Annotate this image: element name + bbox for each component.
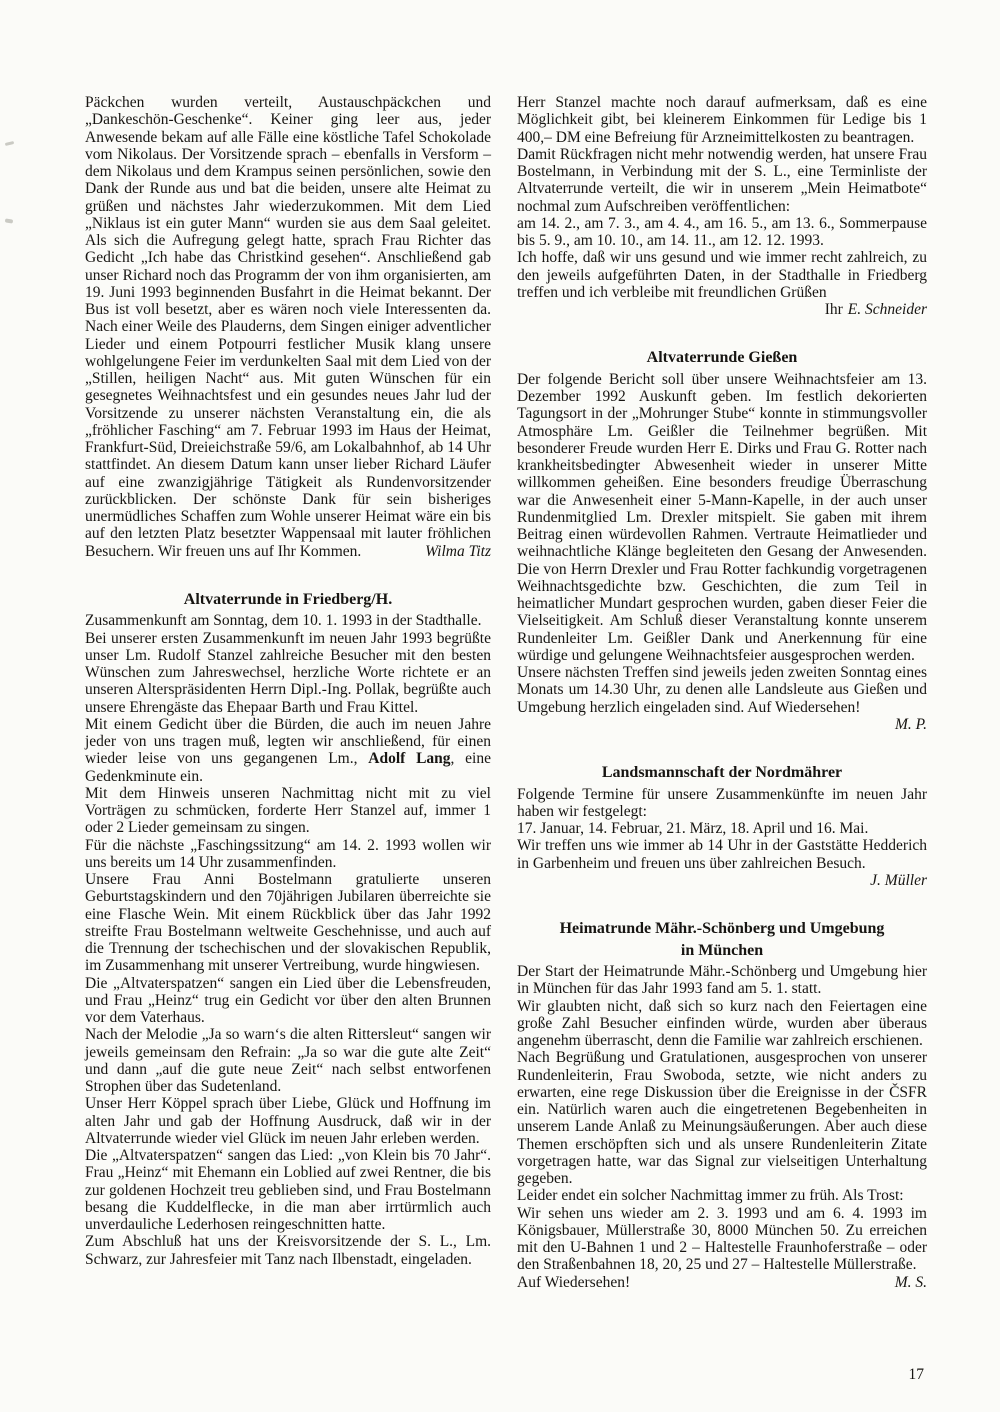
paragraph-text: Mit einem Gedicht über die Bürden, die auch im neuen Jahre jeder von uns tragen muß, legten wir anschließend, für einen wieder leise von uns gegangenen Lm., bbox=[85, 715, 491, 768]
page-number: 17 bbox=[908, 1366, 924, 1383]
friedberg-paragraph: Die „Altvaterspatzen“ sangen ein Lied über die Lebensfreuden, und Frau „Heinz“ trug ein Gedicht vor über den alten Brunnen vor dem Vaterhaus. bbox=[85, 974, 491, 1026]
two-column-layout bbox=[85, 94, 926, 1291]
friedberg-paragraph: Zum Abschluß hat uns der Kreisvorsitzende der S. L., Lm. Schwarz, zur Jahresfeier mit Tanz nach Ilbenstadt, eingeladen. bbox=[85, 1233, 491, 1268]
closing-text: Auf Wiedersehen! bbox=[517, 1273, 631, 1291]
friedberg-cont-paragraph: Damit Rückfragen nicht mehr notwendig werden, hat unsere Frau Bostelmann, in Verbindung mit der S. L., eine Terminliste der Altvaterrunde verteilt, die wir in unserem „Mein Heimatbote“ nochmal zum Aufschreiben veröffentlichen: bbox=[517, 145, 927, 215]
author-signature: J. Müller bbox=[870, 871, 927, 889]
muenchen-paragraph: Wir glaubten nicht, daß sich so kurz nach den Feiertagen eine große Zahl Besucher einfinden würde, wurden aber überaus angenehm überrascht, denn die Familie war zahlreich erschienen. bbox=[517, 997, 927, 1049]
muenchen-paragraph: Leider endet ein solcher Nachmittag immer zu früh. Als Trost: bbox=[517, 1187, 904, 1205]
friedberg-paragraph: Für die nächste „Faschingssitzung“ am 14. 2. 1993 wollen wir uns bereits um 14 Uhr zusammenfinden. bbox=[85, 836, 491, 871]
friedberg-paragraph: Zusammenkunft am Sonntag, dem 10. 1. 1993 in der Stadthalle. bbox=[85, 612, 482, 630]
nordmaehrer-paragraph: Folgende Termine für unsere Zusammenkünfte im neuen Jahr haben wir festgelegt: bbox=[517, 785, 927, 820]
nordmaehrer-paragraph: Wir treffen uns wie immer ab 14 Uhr in der Gaststätte Hedderich in Garbenheim und freuen uns über zahlreichen Besuch. bbox=[517, 837, 927, 872]
muenchen-paragraph: Der Start der Heimatrunde Mähr.-Schönberg und Umgebung hier in München für das Jahr 1993 fand am 5. 1. statt. bbox=[517, 963, 927, 998]
closing-line bbox=[517, 1274, 927, 1291]
author-signature: M. S. bbox=[894, 1273, 927, 1291]
friedberg-dates-paragraph: am 14. 2., am 7. 3., am 4. 4., am 16. 5., am 13. 6., Sommerpause bis 5. 9., am 10. 10., am 14. 11., am 12. 12. 1993. bbox=[517, 214, 927, 249]
paragraph-text: Päckchen wurden verteilt, Austauschpäckchen und „Dankeschön-Geschenke“. Keiner ging leer aus, jeder Anwesende bekam auf alle Fälle eine köstliche Tafel Schokolade vom Nikolaus. Der Vorsitzende sprach – ebenfalls in Versform – dem Nikolaus und dem Krampus seinen persönlichen, sowie den Dank der Runde aus und bat die beiden, unsere alte Heimat zu grüßen und nächstes Jahr wiederzukommen. Mit dem Lied „Niklaus ist ein guter Mann“ wurden sie aus dem Saal geleitet. Als sich die Aufregung gelegt hatte, sprach Frau Richter das Gedicht „Ich habe das Christkind gesehen“. Anschließend gab unser Richard noch das Programm der von ihm organisierten, am 19. Juni 1993 beginnenden Busfahrt in die Heimat bekannt. Der Bus ist voll besetzt, aber es wären noch viele Interessenten da. Nach einer Weile des Plauderns, dem Singen einiger adventlicher Lieder und einem Potpourri festlicher Musik klang unsere wohlgelungene Feier im verdunkelten Saal mit dem Lied von der „Stillen, heiligen Nacht“ aus. Mit guten Wünschen für ein gesegnetes Weihnachtsfest und ein gesundes neues Jahr lud der Vorsitzende zu unserer nächsten Veranstaltung ein, die als „fröhlicher Fasching“ am 7. Februar 1993 im Haus der Heimat, Frankfurt-Süd, Dreieichstraße 59/6, am Lokalbahnhof, ab 14 Uhr stattfindet. An diesem Datum kann unser lieber Richard Läufer auf eine zwanzigjährige Tätigkeit als Rundenvorsitzender zurückblicken. Der schönste Dank für sein bisheriges unermüdliches Schaffen zum Wohle unserer Heimat wäre ein bis auf den letzten Platz besetzter Wappensaal mit lauter fröhlichen Besuchern. Wir freuen uns auf Ihr Kommen. bbox=[85, 94, 491, 560]
section-heading-giessen: Altvaterrunde Gießen bbox=[646, 349, 798, 367]
friedberg-cont-paragraph: Herr Stanzel machte noch darauf aufmerksam, daß es eine Möglichkeit gibt, bei kleinerem Einkommen für Ledige bis 1 400,– DM eine Befreiung für Arzneimittelkosten zu beantragen. bbox=[517, 94, 927, 146]
left-column bbox=[85, 94, 491, 1291]
paragraph-text: , eine Gedenkminute ein. bbox=[85, 750, 491, 785]
scan-artifact bbox=[5, 218, 14, 223]
author-signature: M. P. bbox=[894, 715, 927, 733]
giessen-paragraph: Unsere nächsten Treffen sind jeweils jeden zweiten Sonntag eines Monats um 14.30 Uhr, zu denen alle Landsleute aus Gießen und Umgebung herzlich eingeladen sind. Auf Wiedersehen! bbox=[517, 664, 927, 716]
giessen-paragraph: Der folgende Bericht soll über unsere Weihnachtsfeier am 13. Dezember 1992 Auskunft geben. Im festlich dekorierten Tagungsort in der „Mohrunger Stube“ konnte in stimmungsvoller Atmosphäre Lm. Geißler die Teilnehmer begrüßen. Mit besonderer Freude wurden Herr E. Dirks und Frau G. Rotter nach krankheitsbedingter Abwesenheit wieder in unserer Mitte willkommen geheißen. Eine besonders freudige Überraschung war die Anwesenheit einer 5-Mann-Kapelle, in der auch unser Rundenmitglied Lm. Drexler mitspielt. Sie gaben mit ihrem Beitrag einen würdevollen Rahmen. Vertraute Heimatlieder und weihnachtliche Klänge begleiteten den Gesang der Anwesenden. Die von Herrn Drexler und Frau Rotter fachkundig vorgetragenen Weihnachtsgedichte bzw. Geschichten, die zum Teil in heimatlicher Mundart gesprochen wurden, gaben dieser Feier die Vielseitigkeit. Am Schluß dieser Veranstaltung konnte unserem Rundenleiter Lm. Geißler Dank und Anerkennung für eine würdige und gelungene Weihnachtsfeier ausgesprochen werden. bbox=[517, 370, 927, 664]
honored-name: Adolf Lang bbox=[368, 750, 451, 768]
signature-prefix: Ihr bbox=[824, 301, 843, 318]
muenchen-paragraph: Nach Begrüßung und Gratulationen, ausgesprochen von unserer Rundenleiterin, Frau Swoboda, setzte, wie nicht anders zu erwarten, eine rege Diskussion über die Ereignisse in der ČSFR ein. Natürlich waren auch die eingetretenen Begebenheiten in unserem Lande Anlaß zu Meinungsäußerungen. Aber auch diese Themen erschöpften sich und als unsere Rundenleiterin Zitate vorgetragen hatte, war das Signal zur vielseitigen Unterhaltung gegeben. bbox=[517, 1049, 927, 1187]
author-signature: E. Schneider bbox=[847, 301, 927, 318]
friedberg-cont-paragraph: Ich hoffe, daß wir uns gesund und wie immer recht zahlreich, zu den jeweils aufgeführten Daten, in der Stadthalle in Friedberg treffen und ich verbleibe mit freundlichen Grüßen bbox=[517, 249, 927, 301]
nordmaehrer-dates-paragraph: 17. Januar, 14. Februar, 21. März, 18. April und 16. Mai. bbox=[517, 820, 869, 837]
friedberg-paragraph: Unsere Frau Anni Bostelmann gratulierte unseren Geburtstagskindern und den 70jährigen Jubilaren überreichte sie eine Flasche Wein. Mit einem Rückblick über das Jahr 1992 streifte Frau Bostelmann weltweite Geschehnisse, und auch auf die Trennung der tschechischen und der slovakischen Republik, im Zusammenhang mit unserer Vertreibung, wurde hingwiesen. bbox=[85, 871, 491, 975]
signature-line bbox=[517, 716, 927, 733]
right-column bbox=[517, 94, 927, 1291]
section-heading-muenchen-line1: Heimatrunde Mähr.-Schönberg und Umgebung bbox=[559, 920, 885, 937]
section-heading-nordmaehrer: Landsmannschaft der Nordmährer bbox=[601, 764, 843, 781]
scan-artifact bbox=[5, 141, 14, 146]
section-heading-friedberg: Altvaterrunde in Friedberg/H. bbox=[183, 590, 393, 608]
friedberg-paragraph: Die „Altvaterspatzen“ sangen das Lied: „von Klein bis 70 Jahr“. Frau „Heinz“ mit Ehemann ein Loblied auf zwei Rentner, die bis zur goldenen Hochzeit treu geblieben sind, und Frau Bostelmann besang die Kuddelflecke, in die man aber irrtürmlich auch unverdauliche Lederhosen reingeschnitten hatte. bbox=[85, 1147, 491, 1233]
muenchen-paragraph: Wir sehen uns wieder am 2. 3. 1993 und am 6. 4. 1993 im Königsbauer, Müllerstraße 30, 8000 München 50. Zu erreichen mit den U-Bahnen 1 und 2 – Haltestelle Fraunhoferstraße – oder den Straßenbahnen 18, 20, 25 und 27 – Haltestelle Müllerstraße. bbox=[517, 1204, 927, 1274]
friedberg-paragraph: Mit dem Hinweis unseren Nachmittag nicht mit zu viel Vorträgen zu schmücken, forderte Herr Stanzel auf, immer 1 oder 2 Lieder gemeinsam zu singen. bbox=[85, 784, 491, 837]
signature-line bbox=[517, 872, 927, 889]
friedberg-paragraph: Unser Herr Köppel sprach über Liebe, Glück und Hoffnung im alten Jahr und gab der Hoffnung Ausdruck, daß wir in der Altvaterrunde wieder viel Glück im neuen Jahr erleben werden. bbox=[85, 1095, 491, 1147]
author-signature: Wilma Titz bbox=[425, 542, 491, 560]
intro-continuation-paragraph bbox=[85, 94, 491, 560]
signature-line bbox=[517, 301, 927, 318]
section-heading-muenchen-line2: in München bbox=[680, 941, 764, 959]
friedberg-paragraph: Bei unserer ersten Zusammenkunft im neuen Jahr 1993 begrüßte unser Lm. Rudolf Stanzel zahlreiche Besucher mit den besten Wünschen zum Jahreswechsel, herzliche Worte richtete er an unseren Alterspräsidenten Herrn Dipl.-Ing. Pollak, begrüßte auch unsere Ehrengäste das Ehepaar Barth und Frau Kittel. bbox=[85, 629, 491, 716]
friedberg-memorial-paragraph bbox=[85, 716, 491, 785]
friedberg-paragraph: Nach der Melodie „Ja so warn‘s die alten Rittersleut“ sangen wir jeweils gemeinsam den Refrain: „Ja so war die gute alte Zeit“ und dann „auf die gute neue Zeit“ nach selbst entworfenen Strophen über das Sudetenland. bbox=[85, 1026, 491, 1095]
